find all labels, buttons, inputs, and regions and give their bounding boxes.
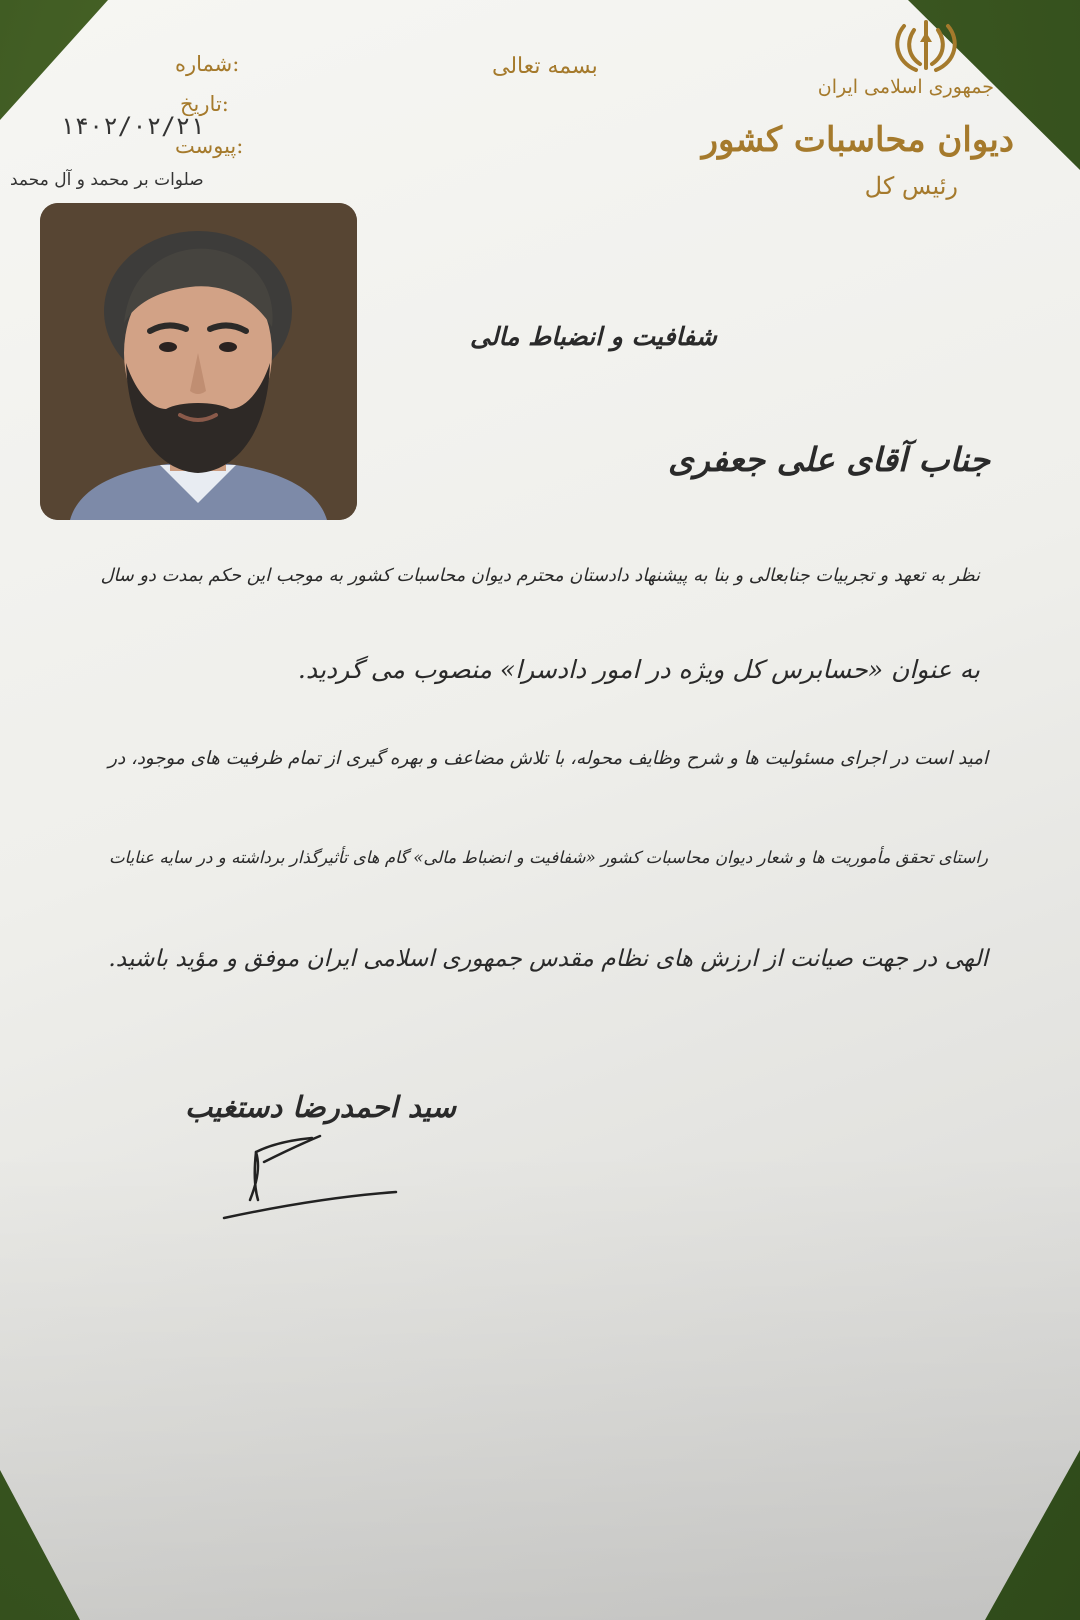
date-label: تاریخ:: [180, 92, 229, 116]
attachment-label: پیوست:: [175, 134, 244, 158]
portrait-illustration: [40, 203, 357, 520]
organization-title: رئیس کل: [864, 172, 958, 200]
body-line: امید است در اجرای مسئولیت ها و شرح وظایف محوله، با تلاش مضاعف و بهره گیری از تمام ظرفیت های موجود، در: [108, 748, 988, 769]
number-label: شماره:: [175, 52, 240, 76]
iran-emblem-icon: [890, 18, 962, 76]
handwritten-signature: [220, 1130, 420, 1220]
date-value: ۱۴۰۲/۰۲/۲۱: [60, 112, 205, 140]
salawat-text: صلوات بر محمد و آل محمد: [10, 170, 204, 190]
signatory-name: سید احمدرضا دستغیب: [185, 1090, 457, 1124]
body-line: راستای تحقق مأموریت ها و شعار دیوان محاسبات کشور «شفافیت و انضباط مالی» گام های تأثیرگذار برداشته و در سایه عنایات: [108, 848, 988, 867]
portrait-photo: [40, 203, 357, 520]
body-line: به عنوان «حسابرس کل ویژه در امور دادسرا» منصوب می گردید.: [297, 655, 980, 684]
organization-name: دیوان محاسبات کشور: [701, 120, 1014, 160]
country-name: جمهوری اسلامی ایران: [817, 76, 994, 98]
slogan-title: شفافیت و انضباط مالی: [470, 322, 717, 351]
body-line: نظر به تعهد و تجربیات جنابعالی و بنا به پیشنهاد دادستان محترم دیوان محاسبات کشور به موجب این حکم بمدت دو سال: [100, 566, 980, 586]
invocation: بسمه تعالی: [492, 54, 598, 79]
body-line: الهی در جهت صیانت از ارزش های نظام مقدس جمهوری اسلامی ایران موفق و مؤید باشید.: [108, 945, 988, 972]
addressee: جناب آقای علی جعفری: [668, 440, 990, 479]
